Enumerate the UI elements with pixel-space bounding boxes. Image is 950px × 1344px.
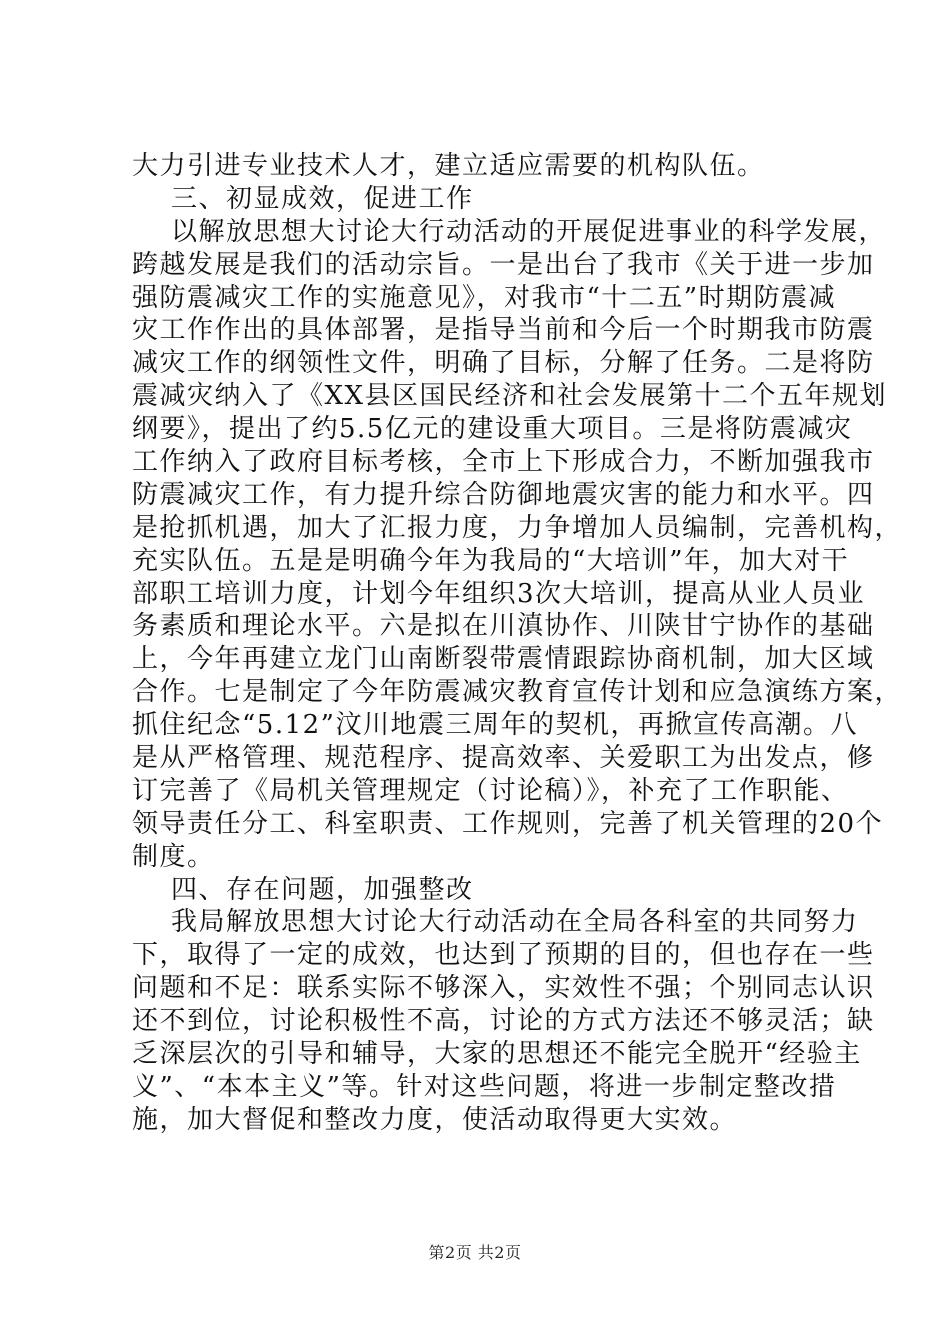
text-line: 强防震减灾工作的实施意见》，对我市“十二五”时期防震减 [132, 282, 837, 313]
text-line: 防震减灾工作，有力提升综合防御地震灾害的能力和水平。四 [132, 479, 875, 510]
text-line: 务素质和理论水平。六是拟在川滇协作、川陕甘宁协作的基础 [132, 611, 875, 642]
text-line: 义”、“本本主义”等。针对这些问题，将进一步制定整改措 [132, 1071, 837, 1102]
text-line: 乏深层次的引导和辅导，大家的思想还不能完全脱开“经验主 [132, 1039, 862, 1070]
text-line: 是从严格管理、规范程序、提高效率、关爱职工为出发点，修 [132, 743, 875, 774]
text-line: 部职工培训力度，计划今年组织3次大培训，提高从业人员业 [132, 578, 866, 609]
text-line: 减灾工作的纲领性文件，明确了目标，分解了任务。二是将防 [132, 348, 875, 379]
text-line: 充实队伍。五是是明确今年为我局的“大培训”年，加大对干 [132, 545, 850, 576]
text-line: 制度。 [132, 841, 215, 872]
text-line: 抓住纪念“5.12”汶川地震三周年的契机，再掀宣传高潮。八 [132, 710, 858, 741]
text-line: 领导责任分工、科室职责、工作规则，完善了机关管理的20个 [132, 808, 884, 839]
text-line: 震减灾纳入了《XX县区国民经济和社会发展第十二个五年规划 [132, 381, 888, 412]
section-heading-4: 四、存在问题，加强整改 [132, 874, 474, 905]
text-line: 跨越发展是我们的活动宗旨。一是出台了我市《关于进一步加 [132, 249, 875, 280]
text-line: 大力引进专业技术人才，建立适应需要的机构队伍。 [132, 151, 765, 181]
document-body [132, 150, 903, 1137]
text-line: 纲要》，提出了约5.5亿元的建设重大项目。三是将防震减灾 [132, 414, 853, 445]
text-line: 我局解放思想大讨论大行动活动在全局各科室的共同努力 [132, 907, 859, 938]
text-line: 订完善了《局机关管理规定（讨论稿）》，补充了工作职能、 [132, 775, 849, 806]
text-line: 问题和不足：联系实际不够深入，实效性不强；个别同志认识 [132, 973, 875, 1004]
text-line: 还不到位，讨论积极性不高，讨论的方式方法还不够灵活；缺 [132, 1006, 875, 1037]
text-line: 灾工作作出的具体部署，是指导当前和今后一个时期我市防震 [132, 315, 875, 346]
text-line: 下，取得了一定的成效，也达到了预期的目的，但也存在一些 [132, 940, 875, 971]
text-line: 工作纳入了政府目标考核，全市上下形成合力，不断加强我市 [132, 447, 875, 478]
text-line: 合作。七是制定了今年防震减灾教育宣传计划和应急演练方案， [132, 677, 903, 708]
page-number-footer: 第2页 共2页 [428, 1243, 522, 1262]
text-line: 是抢抓机遇，加大了汇报力度，力争增加人员编制，完善机构， [132, 512, 903, 543]
section-heading-3: 三、初显成效，促进工作 [132, 183, 474, 214]
text-line: 上，今年再建立龙门山南断裂带震情跟踪协商机制，加大区域 [132, 644, 875, 675]
text-line: 施，加大督促和整改力度，使活动取得更大实效。 [132, 1104, 738, 1135]
text-line: 以解放思想大讨论大行动活动的开展促进事业的科学发展， [132, 216, 887, 247]
